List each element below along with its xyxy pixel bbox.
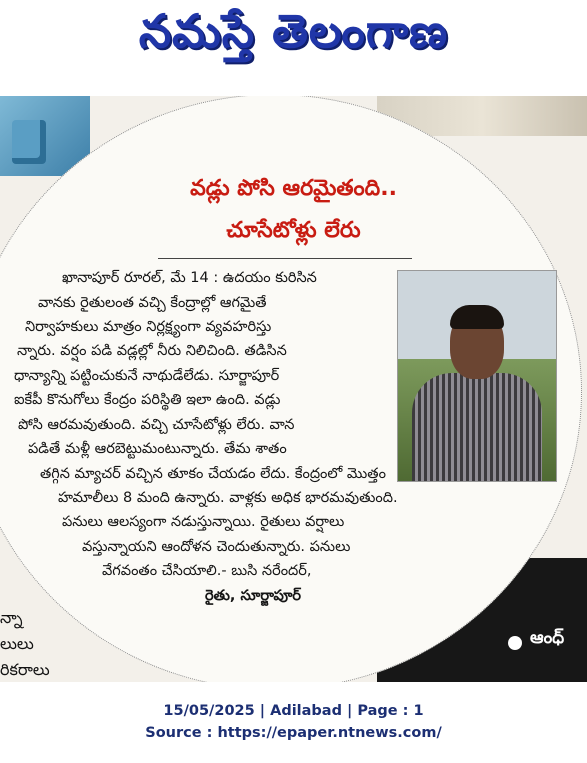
- article-body-line: న్నారు. వర్షం పడి వడ్లల్లో నీరు నిలిచింది. తడిసిన: [17, 343, 287, 359]
- masthead-title: నమస్తే తెలంగాణ: [138, 4, 449, 58]
- adjacent-text-fragment: లులు: [0, 634, 34, 653]
- article-body-line: పడితే మళ్లీ ఆరబెట్టుమంటున్నారు. తేమ శాతం: [28, 441, 287, 457]
- article-body-line: వానకు రైతులంత వచ్చి కేంద్రాల్లో ఆగమైతే: [38, 295, 267, 311]
- article-headline: వడ్లు పోసి ఆరమైతంది..: [190, 176, 397, 201]
- article-signature: రైతు, సూర్జాపూర్: [205, 588, 302, 604]
- bullet-icon: [508, 636, 522, 650]
- article-body-line: హమాలీలు 8 మంది ఉన్నారు. వాళ్లకు అధిక భారమవుతుంది.: [58, 490, 398, 506]
- adjacent-text-fragment: రికరాలు: [0, 660, 50, 679]
- article-body-line: పోసి ఆరమవుతుంది. వచ్చి చూసేటోళ్లు లేరు. వాన: [18, 417, 295, 433]
- adjacent-text-fragment: ఆంధ్: [530, 628, 565, 648]
- masthead: [0, 0, 587, 78]
- clip-date-edition: 15/05/2025 | Adilabad | Page : 1: [163, 703, 424, 719]
- article-body-line: వస్తున్నాయని ఆందోళన చెందుతున్నారు. పనులు: [82, 539, 351, 555]
- adjacent-text-fragment: న్నా: [0, 608, 23, 627]
- article-body-line: తగ్గిన మ్యాచర్ వచ్చిన తూకం చేయడం లేదు. కేంద్రంలో మొత్తం: [40, 466, 386, 482]
- farmer-photo: [397, 270, 557, 482]
- headline-divider: [158, 258, 412, 259]
- news-clipping: [0, 96, 587, 682]
- article-body-line: నిర్వాహకులు మాత్రం నిర్లక్ష్యంగా వ్యవహరిస్తు: [25, 319, 272, 335]
- article-headline: చూసేటోళ్లు లేరు: [226, 218, 361, 243]
- article-body-line: వేగవంతం చేసియాలి.- బుసి నరేందర్,: [102, 563, 312, 579]
- clip-source: Source : https://epaper.ntnews.com/: [145, 725, 442, 741]
- article-body-line: పనులు ఆలస్యంగా నడుస్తున్నాయి. రైతులు వర్షాలు: [62, 514, 345, 530]
- article-body-line: ఖానాపూర్ రూరల్, మే 14 : ఉదయం కురిసిన: [62, 270, 317, 286]
- article-body-line: ధాన్యాన్ని పట్టించుకునే నాథుడేలేడు. సూర్జాపూర్: [14, 368, 280, 384]
- article-body-line: ఐకేపీ కొనుగోలు కేంద్రం పరిస్థితి ఇలా ఉంది. వడ్లు: [14, 392, 281, 408]
